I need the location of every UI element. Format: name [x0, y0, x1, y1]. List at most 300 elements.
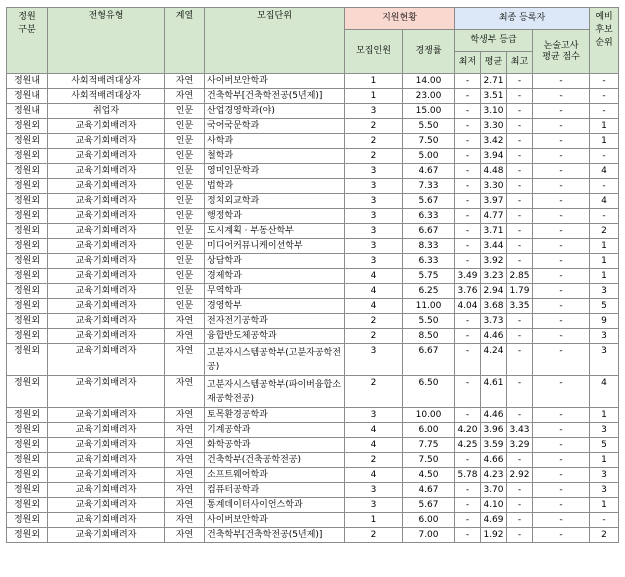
cell-field: 자연	[165, 376, 205, 408]
admissions-table-container	[6, 7, 619, 543]
cell-essay: -	[533, 74, 590, 89]
cell-reserve: -	[590, 74, 619, 89]
cell-competition: 7.50	[403, 134, 455, 149]
cell-avg: 4.24	[481, 344, 507, 376]
cell-competition: 5.67	[403, 498, 455, 513]
cell-quota: 3	[345, 498, 403, 513]
cell-min: -	[455, 483, 481, 498]
cell-field: 자연	[165, 528, 205, 543]
table-row	[7, 134, 619, 149]
cell-quota: 2	[345, 149, 403, 164]
cell-quota: 3	[345, 104, 403, 119]
cell-avg: 3.73	[481, 314, 507, 329]
cell-reserve: 1	[590, 239, 619, 254]
cell-type: 교육기회배려자	[48, 284, 165, 299]
cell-reserve: 3	[590, 423, 619, 438]
cell-competition: 15.00	[403, 104, 455, 119]
cell-competition: 6.50	[403, 376, 455, 408]
cell-reserve: 1	[590, 119, 619, 134]
table-row	[7, 149, 619, 164]
cell-reserve: 1	[590, 498, 619, 513]
cell-max: 3.35	[507, 299, 533, 314]
cell-avg: 3.23	[481, 269, 507, 284]
cell-min: -	[455, 513, 481, 528]
cell-gubun: 정원외	[7, 408, 48, 423]
cell-field: 인문	[165, 209, 205, 224]
table-row	[7, 513, 619, 528]
cell-field: 인문	[165, 269, 205, 284]
cell-max: 2.92	[507, 468, 533, 483]
cell-quota: 2	[345, 314, 403, 329]
cell-competition: 7.75	[403, 438, 455, 453]
cell-reserve: -	[590, 89, 619, 104]
cell-quota: 1	[345, 74, 403, 89]
header-field: 계열	[165, 8, 205, 74]
cell-min: -	[455, 194, 481, 209]
cell-min: -	[455, 89, 481, 104]
cell-avg: 4.10	[481, 498, 507, 513]
table-row	[7, 239, 619, 254]
cell-competition: 11.00	[403, 299, 455, 314]
cell-type: 사회적배려대상자	[48, 74, 165, 89]
cell-competition: 6.33	[403, 209, 455, 224]
cell-type: 교육기회배려자	[48, 423, 165, 438]
cell-max: -	[507, 513, 533, 528]
cell-quota: 2	[345, 134, 403, 149]
table-row	[7, 104, 619, 119]
table-row	[7, 299, 619, 314]
cell-field: 자연	[165, 89, 205, 104]
cell-type: 교육기회배려자	[48, 483, 165, 498]
cell-gubun: 정원외	[7, 164, 48, 179]
cell-max: -	[507, 194, 533, 209]
cell-quota: 4	[345, 269, 403, 284]
cell-unit: 토목환경공학과	[205, 408, 345, 423]
cell-gubun: 정원외	[7, 344, 48, 376]
cell-essay: -	[533, 483, 590, 498]
cell-gubun: 정원외	[7, 224, 48, 239]
cell-gubun: 정원외	[7, 453, 48, 468]
cell-competition: 7.00	[403, 528, 455, 543]
cell-min: -	[455, 209, 481, 224]
cell-essay: -	[533, 104, 590, 119]
table-row	[7, 254, 619, 269]
cell-gubun: 정원외	[7, 134, 48, 149]
cell-min: -	[455, 149, 481, 164]
cell-min: -	[455, 164, 481, 179]
cell-avg: 2.94	[481, 284, 507, 299]
cell-avg: 3.92	[481, 254, 507, 269]
cell-quota: 3	[345, 408, 403, 423]
cell-gubun: 정원외	[7, 269, 48, 284]
cell-field: 자연	[165, 513, 205, 528]
cell-unit: 건축학부(건축공학전공)	[205, 453, 345, 468]
cell-max: -	[507, 134, 533, 149]
cell-reserve: 1	[590, 408, 619, 423]
cell-avg: 3.59	[481, 438, 507, 453]
cell-type: 교육기회배려자	[48, 498, 165, 513]
header-type: 전형유형	[48, 8, 165, 74]
cell-max: -	[507, 239, 533, 254]
cell-quota: 2	[345, 453, 403, 468]
cell-max: 3.29	[507, 438, 533, 453]
cell-type: 교육기회배려자	[48, 224, 165, 239]
cell-essay: -	[533, 344, 590, 376]
cell-gubun: 정원외	[7, 498, 48, 513]
cell-field: 자연	[165, 453, 205, 468]
cell-field: 인문	[165, 254, 205, 269]
cell-max: -	[507, 149, 533, 164]
header-applicants: 지원현황	[345, 8, 455, 30]
cell-max: -	[507, 329, 533, 344]
cell-reserve: 1	[590, 254, 619, 269]
cell-avg: 3.94	[481, 149, 507, 164]
cell-avg: 3.30	[481, 179, 507, 194]
cell-type: 교육기회배려자	[48, 299, 165, 314]
table-row	[7, 179, 619, 194]
cell-gubun: 정원내	[7, 104, 48, 119]
cell-essay: -	[533, 299, 590, 314]
cell-min: -	[455, 408, 481, 423]
cell-max: -	[507, 179, 533, 194]
cell-unit: 법학과	[205, 179, 345, 194]
cell-type: 교육기회배려자	[48, 438, 165, 453]
header-essay: 논술고사 평균 점수	[533, 30, 590, 74]
header-gubun: 정원 구분	[7, 8, 48, 74]
cell-field: 인문	[165, 284, 205, 299]
cell-max: -	[507, 209, 533, 224]
cell-type: 교육기회배려자	[48, 179, 165, 194]
cell-min: -	[455, 134, 481, 149]
table-row	[7, 438, 619, 453]
table-row	[7, 89, 619, 104]
header-reserve: 예비 후보 순위	[590, 8, 619, 74]
cell-unit: 소프트웨어학과	[205, 468, 345, 483]
cell-gubun: 정원외	[7, 149, 48, 164]
cell-min: -	[455, 528, 481, 543]
cell-reserve: 1	[590, 453, 619, 468]
cell-max: -	[507, 344, 533, 376]
cell-competition: 23.00	[403, 89, 455, 104]
cell-avg: 4.77	[481, 209, 507, 224]
cell-reserve: 3	[590, 344, 619, 376]
cell-essay: -	[533, 254, 590, 269]
table-row	[7, 468, 619, 483]
cell-field: 자연	[165, 438, 205, 453]
cell-competition: 10.00	[403, 408, 455, 423]
cell-essay: -	[533, 224, 590, 239]
cell-avg: 3.68	[481, 299, 507, 314]
cell-reserve: 3	[590, 483, 619, 498]
cell-unit: 통계데이터사이언스학과	[205, 498, 345, 513]
cell-type: 교육기회배려자	[48, 119, 165, 134]
cell-avg: 4.46	[481, 408, 507, 423]
cell-unit: 고분자시스템공학부(고분자공학전공)	[205, 344, 345, 376]
cell-quota: 1	[345, 513, 403, 528]
cell-type: 교육기회배려자	[48, 254, 165, 269]
cell-reserve: 2	[590, 528, 619, 543]
cell-quota: 3	[345, 224, 403, 239]
table-row	[7, 164, 619, 179]
header-final: 최종 등록자	[455, 8, 590, 30]
cell-max: 3.43	[507, 423, 533, 438]
cell-unit: 고분자시스템공학부(파이버융합소재공학전공)	[205, 376, 345, 408]
cell-max: -	[507, 104, 533, 119]
cell-essay: -	[533, 209, 590, 224]
cell-gubun: 정원외	[7, 209, 48, 224]
cell-competition: 5.00	[403, 149, 455, 164]
header-unit: 모집단위	[205, 8, 345, 74]
cell-essay: -	[533, 239, 590, 254]
cell-field: 자연	[165, 314, 205, 329]
cell-reserve: -	[590, 513, 619, 528]
cell-max: -	[507, 314, 533, 329]
cell-unit: 화학공학과	[205, 438, 345, 453]
cell-competition: 6.67	[403, 344, 455, 376]
cell-type: 교육기회배려자	[48, 314, 165, 329]
cell-competition: 6.00	[403, 513, 455, 528]
cell-quota: 3	[345, 344, 403, 376]
table-row	[7, 408, 619, 423]
cell-field: 자연	[165, 74, 205, 89]
cell-avg: 3.71	[481, 224, 507, 239]
cell-type: 교육기회배려자	[48, 528, 165, 543]
cell-min: -	[455, 329, 481, 344]
cell-unit: 건축학부[건축학전공(5년제)]	[205, 528, 345, 543]
cell-max: -	[507, 224, 533, 239]
cell-type: 교육기회배려자	[48, 209, 165, 224]
header-min: 최저	[455, 52, 481, 74]
cell-avg: 4.69	[481, 513, 507, 528]
cell-field: 인문	[165, 119, 205, 134]
cell-max: -	[507, 74, 533, 89]
cell-unit: 전자전기공학과	[205, 314, 345, 329]
cell-essay: -	[533, 498, 590, 513]
cell-min: -	[455, 314, 481, 329]
cell-gubun: 정원외	[7, 423, 48, 438]
cell-competition: 7.50	[403, 453, 455, 468]
cell-essay: -	[533, 314, 590, 329]
cell-gubun: 정원외	[7, 483, 48, 498]
cell-min: -	[455, 376, 481, 408]
header-competition: 경쟁률	[403, 30, 455, 74]
cell-gubun: 정원외	[7, 119, 48, 134]
cell-field: 인문	[165, 239, 205, 254]
cell-essay: -	[533, 149, 590, 164]
cell-avg: 3.70	[481, 483, 507, 498]
cell-max: -	[507, 254, 533, 269]
cell-gubun: 정원외	[7, 528, 48, 543]
header-max: 최고	[507, 52, 533, 74]
cell-quota: 3	[345, 194, 403, 209]
cell-min: -	[455, 453, 481, 468]
cell-max: 1.79	[507, 284, 533, 299]
cell-reserve: 2	[590, 224, 619, 239]
cell-unit: 기계공학과	[205, 423, 345, 438]
cell-avg: 4.48	[481, 164, 507, 179]
table-row	[7, 314, 619, 329]
cell-gubun: 정원외	[7, 194, 48, 209]
cell-quota: 4	[345, 468, 403, 483]
cell-max: -	[507, 408, 533, 423]
cell-reserve: -	[590, 149, 619, 164]
cell-min: 4.25	[455, 438, 481, 453]
cell-min: -	[455, 344, 481, 376]
cell-type: 교육기회배려자	[48, 376, 165, 408]
cell-field: 인문	[165, 179, 205, 194]
cell-competition: 4.50	[403, 468, 455, 483]
cell-avg: 3.42	[481, 134, 507, 149]
cell-reserve: 1	[590, 269, 619, 284]
cell-reserve: 5	[590, 438, 619, 453]
cell-field: 자연	[165, 344, 205, 376]
cell-competition: 5.50	[403, 314, 455, 329]
cell-field: 인문	[165, 149, 205, 164]
table-row	[7, 528, 619, 543]
cell-unit: 사학과	[205, 134, 345, 149]
cell-essay: -	[533, 513, 590, 528]
cell-gubun: 정원외	[7, 179, 48, 194]
table-row	[7, 483, 619, 498]
cell-unit: 융합반도체공학과	[205, 329, 345, 344]
cell-unit: 국어국문학과	[205, 119, 345, 134]
cell-field: 인문	[165, 194, 205, 209]
cell-gubun: 정원외	[7, 239, 48, 254]
cell-type: 취업자	[48, 104, 165, 119]
cell-unit: 경제학과	[205, 269, 345, 284]
table-row	[7, 224, 619, 239]
cell-quota: 2	[345, 119, 403, 134]
cell-competition: 14.00	[403, 74, 455, 89]
cell-min: -	[455, 498, 481, 513]
cell-avg: 4.23	[481, 468, 507, 483]
table-row	[7, 344, 619, 376]
cell-quota: 3	[345, 179, 403, 194]
cell-unit: 사이버보안학과	[205, 74, 345, 89]
cell-competition: 8.50	[403, 329, 455, 344]
cell-quota: 3	[345, 239, 403, 254]
cell-min: -	[455, 119, 481, 134]
cell-unit: 상담학과	[205, 254, 345, 269]
cell-quota: 4	[345, 438, 403, 453]
cell-min: 5.78	[455, 468, 481, 483]
cell-competition: 6.00	[403, 423, 455, 438]
cell-avg: 3.10	[481, 104, 507, 119]
cell-type: 교육기회배려자	[48, 269, 165, 284]
cell-field: 인문	[165, 224, 205, 239]
cell-avg: 2.71	[481, 74, 507, 89]
cell-essay: -	[533, 453, 590, 468]
cell-essay: -	[533, 269, 590, 284]
cell-competition: 6.67	[403, 224, 455, 239]
cell-reserve: 4	[590, 376, 619, 408]
cell-essay: -	[533, 468, 590, 483]
cell-reserve: 3	[590, 329, 619, 344]
cell-gubun: 정원내	[7, 74, 48, 89]
cell-min: -	[455, 239, 481, 254]
cell-field: 자연	[165, 483, 205, 498]
cell-competition: 6.33	[403, 254, 455, 269]
header-quota: 모집인원	[345, 30, 403, 74]
cell-type: 교육기회배려자	[48, 134, 165, 149]
cell-competition: 5.50	[403, 119, 455, 134]
cell-min: 4.20	[455, 423, 481, 438]
cell-quota: 2	[345, 329, 403, 344]
cell-competition: 8.33	[403, 239, 455, 254]
table-row	[7, 498, 619, 513]
cell-max: 2.85	[507, 269, 533, 284]
cell-min: 3.49	[455, 269, 481, 284]
cell-gubun: 정원내	[7, 89, 48, 104]
cell-essay: -	[533, 528, 590, 543]
header-avg: 평균	[481, 52, 507, 74]
cell-avg: 4.46	[481, 329, 507, 344]
cell-max: -	[507, 483, 533, 498]
cell-gubun: 정원외	[7, 284, 48, 299]
cell-quota: 3	[345, 254, 403, 269]
cell-type: 교육기회배려자	[48, 164, 165, 179]
cell-type: 교육기회배려자	[48, 513, 165, 528]
table-row	[7, 209, 619, 224]
cell-avg: 4.61	[481, 376, 507, 408]
cell-type: 교육기회배려자	[48, 149, 165, 164]
cell-unit: 철학과	[205, 149, 345, 164]
table-header	[7, 8, 619, 74]
cell-max: -	[507, 376, 533, 408]
cell-field: 자연	[165, 468, 205, 483]
cell-field: 인문	[165, 104, 205, 119]
cell-quota: 3	[345, 483, 403, 498]
cell-min: -	[455, 254, 481, 269]
cell-type: 교육기회배려자	[48, 468, 165, 483]
cell-essay: -	[533, 164, 590, 179]
cell-avg: 4.66	[481, 453, 507, 468]
cell-gubun: 정원외	[7, 299, 48, 314]
table-row	[7, 194, 619, 209]
table-row	[7, 453, 619, 468]
cell-field: 자연	[165, 498, 205, 513]
admissions-results-table	[6, 7, 619, 543]
cell-essay: -	[533, 134, 590, 149]
cell-quota: 4	[345, 284, 403, 299]
table-row	[7, 269, 619, 284]
cell-unit: 사이버보안학과	[205, 513, 345, 528]
cell-type: 교육기회배려자	[48, 194, 165, 209]
cell-avg: 3.44	[481, 239, 507, 254]
cell-type: 교육기회배려자	[48, 239, 165, 254]
cell-max: -	[507, 498, 533, 513]
cell-unit: 무역학과	[205, 284, 345, 299]
cell-unit: 도시계획 · 부동산학부	[205, 224, 345, 239]
cell-max: -	[507, 164, 533, 179]
table-row	[7, 74, 619, 89]
cell-quota: 4	[345, 423, 403, 438]
cell-type: 사회적배려대상자	[48, 89, 165, 104]
cell-competition: 7.33	[403, 179, 455, 194]
table-row	[7, 329, 619, 344]
cell-unit: 영미인문학과	[205, 164, 345, 179]
cell-avg: 3.96	[481, 423, 507, 438]
cell-reserve: 1	[590, 134, 619, 149]
table-row	[7, 423, 619, 438]
cell-field: 자연	[165, 408, 205, 423]
cell-quota: 3	[345, 164, 403, 179]
cell-gubun: 정원외	[7, 376, 48, 408]
cell-type: 교육기회배려자	[48, 329, 165, 344]
cell-reserve: 5	[590, 299, 619, 314]
cell-unit: 행정학과	[205, 209, 345, 224]
cell-field: 인문	[165, 299, 205, 314]
